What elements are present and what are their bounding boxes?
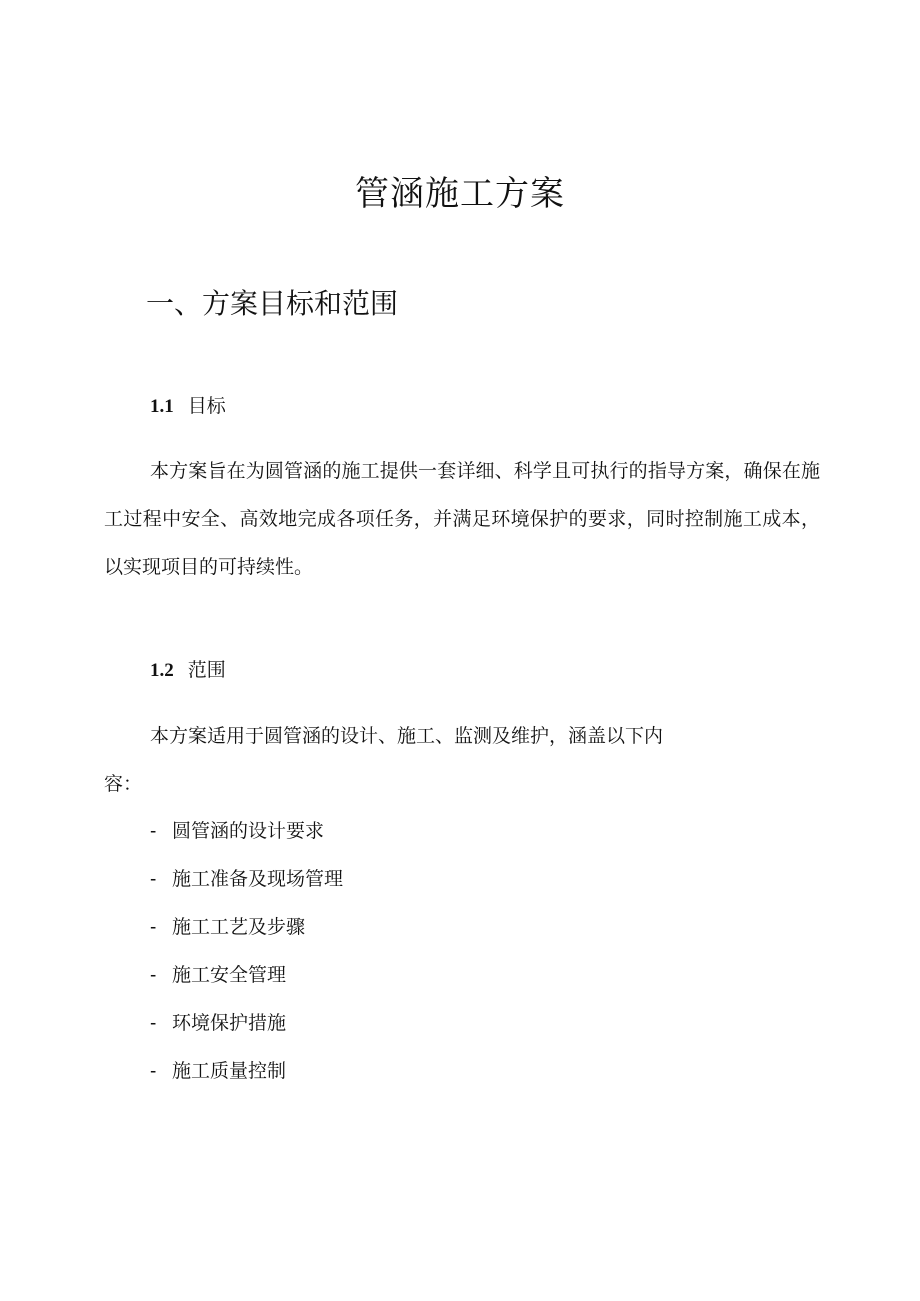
list-item-text: 施工工艺及步骤 — [172, 916, 306, 938]
document-title: 管涵施工方案 — [355, 174, 565, 214]
list-item — [150, 1004, 343, 1052]
scope-paragraph-line2: 容： — [104, 773, 143, 795]
subsection-title: 范围 — [187, 659, 226, 681]
section-heading: 一、方案目标和范围 — [146, 287, 399, 320]
scope-list — [150, 812, 343, 1100]
bullet-dash: - — [150, 821, 157, 842]
list-item — [150, 860, 343, 908]
bullet-dash: - — [150, 965, 157, 986]
bullet-dash: - — [150, 917, 157, 938]
bullet-dash: - — [150, 1061, 157, 1082]
bullet-dash: - — [150, 1013, 157, 1034]
list-item-text: 圆管涵的设计要求 — [172, 820, 325, 842]
list-item-text: 施工准备及现场管理 — [172, 868, 344, 890]
list-item — [150, 812, 343, 860]
subsection-number: 1.2 — [150, 660, 174, 681]
goal-paragraph: 本方案旨在为圆管涵的施工提供一套详细、科学且可执行的指导方案，确保在施工过程中安全、高效地完成各项任务，并满足环境保护的要求，同时控制施工成本，以实现项目的可持续性。 — [104, 460, 820, 578]
list-item — [150, 956, 343, 1004]
scope-paragraph-line1: 本方案适用于圆管涵的设计、施工、监测及维护，涵盖以下内 — [150, 725, 664, 747]
bullet-dash: - — [150, 869, 157, 890]
list-item — [150, 908, 343, 956]
subsection-number: 1.1 — [150, 396, 174, 417]
subsection-heading-goal — [150, 392, 226, 421]
list-item-text: 施工质量控制 — [172, 1060, 287, 1082]
list-item — [150, 1052, 343, 1100]
scope-paragraph — [104, 712, 820, 808]
list-item-text: 施工安全管理 — [172, 964, 287, 986]
subsection-heading-scope — [150, 656, 226, 685]
list-item-text: 环境保护措施 — [172, 1012, 287, 1034]
subsection-title: 目标 — [187, 395, 226, 417]
